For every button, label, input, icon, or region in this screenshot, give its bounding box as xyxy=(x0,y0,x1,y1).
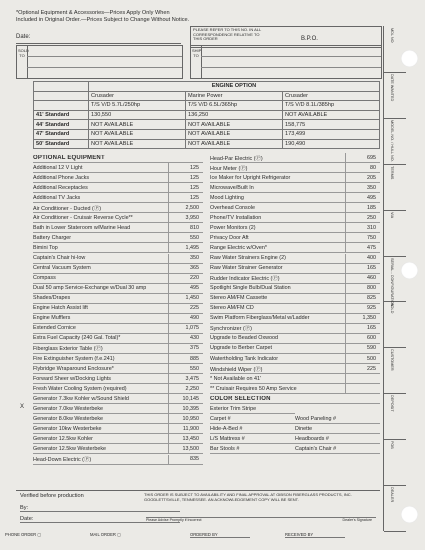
option-item[interactable] xyxy=(210,284,380,294)
item-name: Range Electric w/Oven* xyxy=(210,244,267,251)
verification-area xyxy=(16,490,380,529)
item-price: 10,950 xyxy=(168,414,203,423)
item-name: Additional Phone Jacks xyxy=(33,174,90,181)
item-name: Dual 50 amp Service-Exchange w/Dual 30 amp xyxy=(33,285,147,292)
item-name: Bimini Top xyxy=(33,244,58,251)
side-field[interactable] xyxy=(384,301,406,348)
item-price: 225 xyxy=(345,364,380,373)
item-price: 350 xyxy=(168,254,203,263)
option-item[interactable] xyxy=(210,334,380,344)
option-item[interactable] xyxy=(210,304,380,314)
item-price: 10,395 xyxy=(168,404,203,413)
engine-model: T/S V/D 5.7L/250hp xyxy=(89,101,186,111)
item-name: Head-Par Electric (Ⓟ) xyxy=(210,155,263,162)
option-item[interactable] xyxy=(33,203,203,213)
item-price: 1,075 xyxy=(168,324,203,333)
option-item[interactable] xyxy=(33,384,203,394)
signature-line[interactable]: Please Advise Promptly if Incorrect Dealer's Signature xyxy=(146,517,376,522)
side-label: CUSTOMER xyxy=(390,349,394,372)
ship-to-box[interactable] xyxy=(190,45,382,79)
by-field[interactable]: By: xyxy=(20,505,180,512)
item-name: Air Conditioner - Ducted (Ⓟ) xyxy=(33,205,102,212)
item-price: 310 xyxy=(345,223,380,232)
color-field[interactable] xyxy=(210,434,295,444)
engine-title: ENGINE OPTION xyxy=(89,82,380,92)
side-label: VIA xyxy=(390,211,394,218)
color-field[interactable] xyxy=(210,404,295,414)
option-item[interactable] xyxy=(33,213,203,223)
color-field[interactable] xyxy=(210,414,295,424)
color-field[interactable] xyxy=(210,444,295,454)
color-field[interactable] xyxy=(295,444,380,454)
item-price: 590 xyxy=(345,344,380,353)
item-name: Overhead Console xyxy=(210,204,255,211)
side-field[interactable] xyxy=(384,256,406,306)
item-name: Generator 8.0kw Westerbeke xyxy=(33,415,104,422)
item-name: Raw Water Strainer Generator xyxy=(210,265,283,272)
item-price: 495 xyxy=(345,193,380,202)
item-name: Mood Lighting xyxy=(210,194,244,201)
item-price: 250 xyxy=(345,213,380,222)
side-label: MODEL NO. / HULL NO. xyxy=(390,119,394,162)
item-price: 475 xyxy=(345,243,380,252)
terms-text: THIS ORDER IS SUBJECT TO AVAILABILITY AND FINAL APPROVAL AT GIBSON FIBERGLASS PRODUCTS, INC. GOODLETTSVILLE, TENNESSEE. AN ACKNOWLEDGEMENT COPY WILL BE SENT. xyxy=(144,492,352,502)
item-name: Swim Platform Fiberglass/Metal w/Ladder xyxy=(210,315,310,322)
item-name: Upgrade to Berber Carpet xyxy=(210,345,273,352)
option-item[interactable] xyxy=(210,243,380,253)
engine-model: T/S V/D 6.5L/365hp xyxy=(186,101,283,111)
reference-text: PLEASE REFER TO THIS NO. IN ALL CORRESPONDENCE RELATIVE TO THIS ORDER xyxy=(193,27,262,42)
item-name: Generator 12.5kw Kohler xyxy=(33,435,93,442)
item-name: Upgrade to Beaded Oxwood xyxy=(210,335,279,342)
item-price: 165 xyxy=(345,324,380,333)
item-price: 925 xyxy=(345,304,380,313)
item-price: 365 xyxy=(168,264,203,273)
item-name: Head-Down Electric (Ⓟ) xyxy=(33,457,92,464)
item-name: Additional TV Jacks xyxy=(33,194,81,201)
option-item[interactable] xyxy=(210,213,380,223)
item-price: 125 xyxy=(168,183,203,192)
option-item[interactable] xyxy=(33,374,203,384)
item-price: 185 xyxy=(345,203,380,212)
item-price: 490 xyxy=(168,314,203,323)
item-name: Extended Cornice xyxy=(33,325,76,332)
item-name: Engine Hatch Assist lift xyxy=(33,305,88,312)
item-name: Windshield Wiper (Ⓟ) xyxy=(210,366,263,373)
side-field[interactable] xyxy=(384,26,406,73)
item-name: Extra Fuel Capacity (240 Gal. Total)* xyxy=(33,335,121,342)
option-item[interactable] xyxy=(33,344,203,354)
color-field[interactable] xyxy=(295,414,380,424)
item-price: 165 xyxy=(345,264,380,273)
item-price: 2,250 xyxy=(168,384,203,393)
item-name: Air Conditioner - Cruisair Reverse Cycle** xyxy=(33,214,133,221)
option-item[interactable] xyxy=(33,163,203,173)
color-field[interactable] xyxy=(210,424,295,434)
item-name: Watertholding Tank Indicator xyxy=(210,355,279,362)
side-label: DATE WANTED xyxy=(390,73,394,102)
option-item[interactable] xyxy=(33,254,203,264)
option-item[interactable] xyxy=(33,434,203,444)
option-item[interactable] xyxy=(210,173,380,183)
option-item[interactable] xyxy=(33,394,203,404)
option-item[interactable] xyxy=(210,314,380,324)
engine-row: 50' Standard NOT AVAILABLE NOT AVAILABLE 190,490 xyxy=(34,139,380,149)
side-label: SERIAL - CONFIGURATION xyxy=(390,257,394,306)
item-price: 10,145 xyxy=(168,394,203,403)
item-price: 13,500 xyxy=(168,444,203,453)
footer xyxy=(0,530,425,550)
engine-row: 41' Standard 130,550 136,250 NOT AVAILABLE xyxy=(34,110,380,120)
engine-row: 44' Standard NOT AVAILABLE NOT AVAILABLE 158,775 xyxy=(34,120,380,130)
item-name: Generator 7.3kw Kohler w/Sound Shield xyxy=(33,395,129,402)
option-item[interactable] xyxy=(33,223,203,233)
item-name: COLOR SELECTION xyxy=(210,395,271,402)
item-price: 125 xyxy=(168,173,203,182)
side-field[interactable] xyxy=(384,347,406,394)
side-field[interactable] xyxy=(384,118,406,165)
option-item[interactable] xyxy=(33,334,203,344)
item-name: Phone/TV Installation xyxy=(210,214,262,221)
side-field[interactable] xyxy=(384,393,406,440)
item-name: Dinette xyxy=(295,425,313,432)
option-item[interactable] xyxy=(33,324,203,334)
option-item[interactable] xyxy=(33,444,203,454)
option-item[interactable] xyxy=(210,344,380,354)
option-item[interactable] xyxy=(210,374,380,384)
phone-order[interactable]: PHONE ORDER ▢ xyxy=(5,532,42,537)
option-item[interactable] xyxy=(33,264,203,274)
bpo-label: B.P.O. xyxy=(301,36,318,42)
option-item[interactable] xyxy=(33,314,203,324)
option-item[interactable] xyxy=(33,193,203,203)
item-price: 1,450 xyxy=(168,294,203,303)
color-field[interactable] xyxy=(295,424,380,434)
item-name: Captain's Chair # xyxy=(295,445,337,452)
item-name: Hide-A-Bed # xyxy=(210,425,243,432)
option-item[interactable] xyxy=(33,294,203,304)
engine-row: 47' Standard NOT AVAILABLE NOT AVAILABLE 173,499 xyxy=(34,129,380,139)
item-name: ** Cruisair Requires 50 Amp Service xyxy=(210,385,297,392)
engine-model: T/S V/D 8.1L/385hp xyxy=(283,101,380,111)
side-label: MDL NO xyxy=(390,28,394,43)
item-price: 460 xyxy=(345,274,380,283)
option-item[interactable] xyxy=(210,233,380,243)
option-item[interactable] xyxy=(210,223,380,233)
item-price: 11,900 xyxy=(168,424,203,433)
item-price: 225 xyxy=(168,304,203,313)
item-name: Carpet # xyxy=(210,415,231,422)
side-label: DEALER xyxy=(390,487,394,503)
option-item[interactable] xyxy=(33,173,203,183)
engine-brand: Crusader xyxy=(89,91,186,101)
option-item[interactable] xyxy=(33,183,203,193)
item-name: Hour Meter (Ⓟ) xyxy=(210,165,248,172)
item-name: Privacy Door Aft xyxy=(210,234,249,241)
side-field[interactable] xyxy=(384,439,406,486)
item-price: 80 xyxy=(345,163,380,172)
item-price: 550 xyxy=(168,233,203,242)
option-item[interactable] xyxy=(210,354,380,364)
engine-option-table xyxy=(33,81,380,149)
item-price: 3,950 xyxy=(168,213,203,222)
side-field[interactable] xyxy=(384,210,406,257)
item-price: 3,475 xyxy=(168,374,203,383)
item-price: 600 xyxy=(345,334,380,343)
side-label: SOLD xyxy=(390,303,394,314)
side-label: TERMS xyxy=(390,165,394,180)
optional-title-row: OPTIONAL EQUIPMENT xyxy=(33,153,203,163)
item-price: 1,350 xyxy=(345,314,380,323)
item-name: Synchronizer (Ⓟ) xyxy=(210,326,252,333)
color-field[interactable] xyxy=(295,434,380,444)
item-price: 885 xyxy=(168,354,203,363)
option-item[interactable] xyxy=(210,193,380,203)
item-price: 400 xyxy=(345,254,380,263)
item-name: Raw Water Strainers Engine (2) xyxy=(210,255,286,262)
item-name: Headboards # xyxy=(295,435,329,442)
date-field[interactable]: Date: xyxy=(16,34,181,44)
item-price: 810 xyxy=(168,223,203,232)
item-name: Battery Charger xyxy=(33,234,72,241)
item-price: 375 xyxy=(168,344,203,353)
option-item[interactable] xyxy=(210,203,380,213)
item-name: Additional 12 V Light xyxy=(33,164,83,171)
item-name: Forward Sheer w/Docking Lights xyxy=(33,375,111,382)
item-name: Central Vacuum System xyxy=(33,265,91,272)
item-price: 835 xyxy=(168,455,203,464)
item-price: 430 xyxy=(168,334,203,343)
selection-mark: X xyxy=(20,404,25,410)
item-name: Fiberglass Exterior Table (Ⓟ) xyxy=(33,346,103,353)
color-selection-title[interactable] xyxy=(210,394,380,404)
item-name: Flybridge Wraparound Enclosure* xyxy=(33,365,114,372)
option-item[interactable] xyxy=(210,264,380,274)
side-field[interactable] xyxy=(384,164,406,211)
option-item[interactable] xyxy=(33,414,203,424)
option-item[interactable] xyxy=(33,404,203,414)
item-name: L/S Mattress # xyxy=(210,435,245,442)
option-item[interactable] xyxy=(33,274,203,284)
engine-brand: Crusader xyxy=(283,91,380,101)
option-item[interactable] xyxy=(210,254,380,264)
option-item[interactable] xyxy=(33,424,203,434)
item-name: Power Monitors (2) xyxy=(210,224,256,231)
item-price: 205 xyxy=(345,173,380,182)
option-item[interactable] xyxy=(33,364,203,374)
side-field[interactable] xyxy=(384,72,406,119)
item-price: 125 xyxy=(168,193,203,202)
item-price: 800 xyxy=(345,284,380,293)
option-item[interactable] xyxy=(210,183,380,193)
punch-hole xyxy=(401,262,418,279)
item-name: Generator 12.5kw Westerbeke xyxy=(33,445,107,452)
item-name: Wood Paneling # xyxy=(295,415,336,422)
price-notice: *Optional Equipment & Accessories—Prices Apply Only When Included in Original Order.—Prices Subject to Change Without Notice. xyxy=(16,10,190,23)
date-field-2[interactable]: Date: xyxy=(20,516,180,523)
item-price: 695 xyxy=(345,153,380,162)
engine-brand: Marine Power xyxy=(186,91,283,101)
option-item[interactable] xyxy=(33,233,203,243)
option-item[interactable] xyxy=(33,284,203,294)
item-name: Exterior Trim Stripe xyxy=(210,405,257,412)
side-label: DEPOSIT xyxy=(390,395,394,412)
punch-hole xyxy=(401,506,418,523)
item-price xyxy=(345,384,380,393)
item-price: 550 xyxy=(168,364,203,373)
sold-to-box[interactable] xyxy=(16,45,183,79)
mail-order[interactable]: MAIL ORDER ▢ xyxy=(90,532,122,537)
item-name: Generator 7.0kw Westerbeke xyxy=(33,405,104,412)
received-by[interactable]: RECEIVED BY xyxy=(285,532,345,538)
option-item[interactable] xyxy=(210,364,380,374)
item-price: 125 xyxy=(168,163,203,172)
option-item[interactable] xyxy=(33,354,203,364)
ordered-by[interactable]: ORDERED BY xyxy=(190,532,250,538)
sold-to-label: SOLD TO xyxy=(18,48,29,58)
ship-to-label: SHIP TO xyxy=(192,48,202,58)
item-name: * Not Available on 41' xyxy=(210,375,261,382)
item-name: Stereo AM/FM CD xyxy=(210,305,254,312)
item-price: 2,500 xyxy=(168,203,203,212)
item-price: 825 xyxy=(345,294,380,303)
item-name: Fire Extinguisher System (f.e.241) xyxy=(33,355,115,362)
option-item[interactable] xyxy=(210,324,380,334)
item-name: Generator 10kw Westerbeke xyxy=(33,425,102,432)
item-name: Compass xyxy=(33,275,56,282)
item-name: Additional Receptacles xyxy=(33,184,88,191)
option-item[interactable] xyxy=(33,304,203,314)
item-price: 1,495 xyxy=(168,243,203,252)
item-name: Captain's Chair hi-low xyxy=(33,255,86,262)
side-label: FOB xyxy=(390,441,394,449)
option-item[interactable] xyxy=(210,274,380,284)
item-price: 750 xyxy=(345,233,380,242)
item-price: 500 xyxy=(345,354,380,363)
item-price: 13,450 xyxy=(168,434,203,443)
item-name: Bar Stools # xyxy=(210,445,240,452)
item-name: Fresh Water Cooling System (required) xyxy=(33,385,127,392)
item-price xyxy=(345,374,380,383)
verified-label: Verified before production xyxy=(20,493,84,499)
item-name: Engine Mufflers xyxy=(33,315,71,322)
item-price: 350 xyxy=(345,183,380,192)
item-price: 495 xyxy=(168,284,203,293)
option-item[interactable] xyxy=(210,384,380,394)
item-name: Rudder Indicator Electric (Ⓟ) xyxy=(210,276,280,283)
option-item[interactable] xyxy=(33,243,203,253)
punch-hole xyxy=(401,50,418,67)
option-item[interactable] xyxy=(33,455,203,465)
item-name: Shades/Drapes xyxy=(33,295,71,302)
item-name: Microwave/Built In xyxy=(210,184,254,191)
option-item[interactable] xyxy=(210,294,380,304)
option-item[interactable] xyxy=(210,163,380,173)
item-name: Stereo AM/FM Cassette xyxy=(210,295,268,302)
item-name: Bath in Lower Stateroom w/Marine Head xyxy=(33,224,131,231)
side-column xyxy=(383,26,406,531)
option-item[interactable] xyxy=(210,153,380,163)
item-price: 220 xyxy=(168,274,203,283)
item-name: Spotlight Single Bulb/Dual Station xyxy=(210,285,291,292)
item-name: Ice Maker for Upright Refrigerator xyxy=(210,174,291,181)
